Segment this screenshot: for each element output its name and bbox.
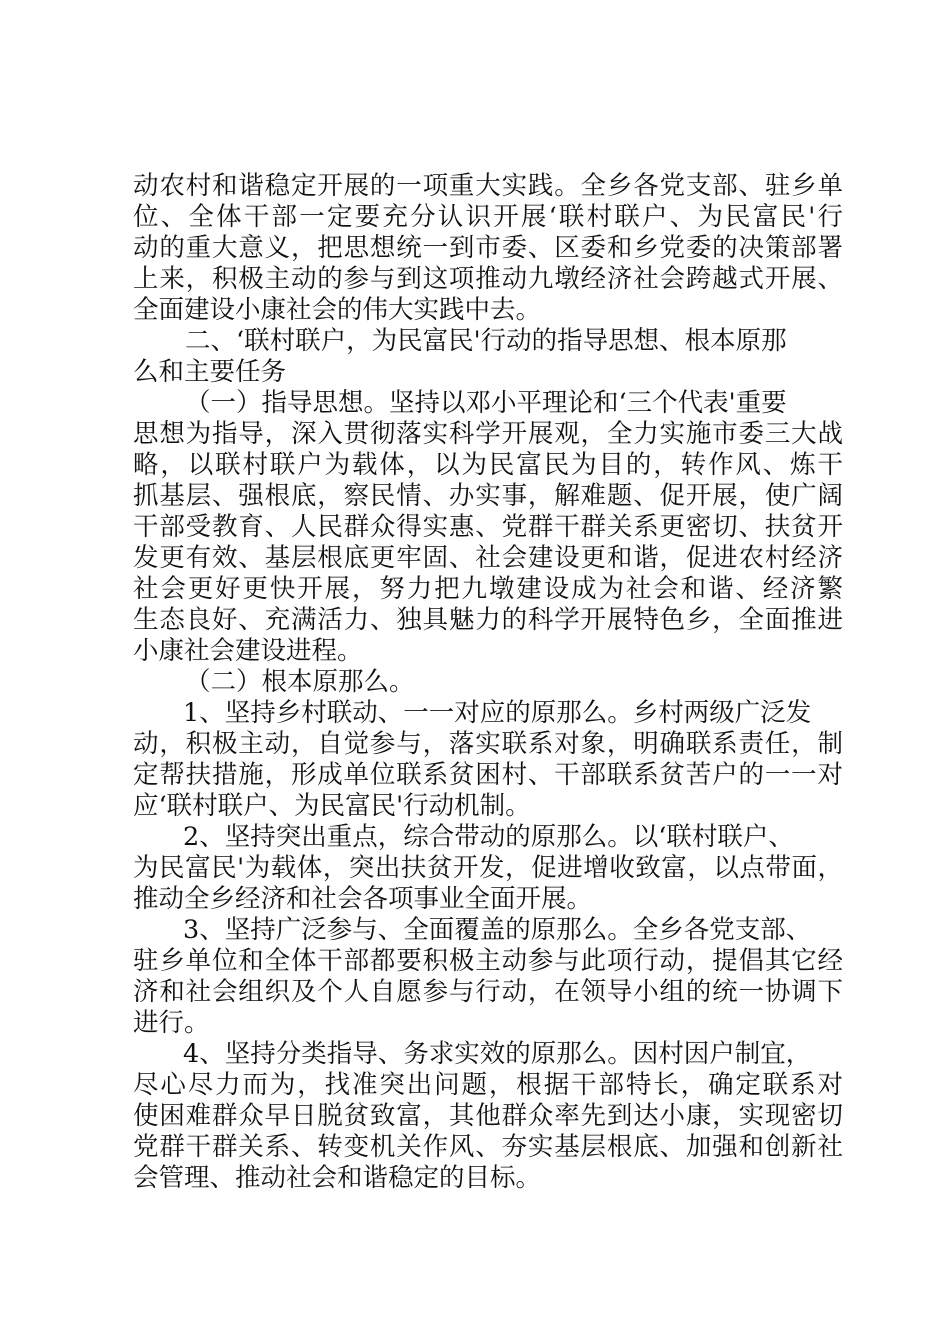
text-line: 定帮扶措施，形成单位联系贫困村、干部联系贫苦户的一一对 [133,760,843,790]
document-body [133,171,843,1194]
text-line: 抓基层、强根底，察民情、办实事，解难题、促开展，使广阔 [133,481,843,511]
text-line: 尽心尽力而为，找准突出问题，根据干部特长，确定联系对 [133,1070,843,1100]
text-line: 1、坚持乡村联动、一一对应的原那么。乡村两级广泛发 [183,698,812,728]
text-line: 进行。 [133,1008,210,1038]
text-line: 党群干群关系、转变机关作风、夯实基层根底、加强和创新社 [133,1132,843,1162]
section-heading-line: 二、‘联村联户，为民富民'行动的指导思想、根本原那 [185,326,787,356]
text-line: 位、全体干部一定要充分认识开展‘联村联户、为民富民'行 [133,202,843,232]
text-line: 3、坚持广泛参与、全面覆盖的原那么。全乡各党支部、 [183,915,812,945]
subheading-line: （二）根本原那么。 [185,667,415,697]
text-line: 上来，积极主动的参与到这项推动九墩经济社会跨越式开展、 [133,264,843,294]
text-line: 生态良好、充满活力、独具魅力的科学开展特色乡，全面推进 [133,605,843,635]
text-line: 会管理、推动社会和谐稳定的目标。 [133,1163,542,1193]
text-line: 驻乡单位和全体干部都要积极主动参与此项行动，提倡其它经 [133,946,843,976]
text-line: 小康社会建设进程。 [133,636,363,666]
text-line: 动，积极主动，自觉参与，落实联系对象，明确联系责任，制 [133,729,843,759]
text-line: 应‘联村联户、为民富民'行动机制。 [133,791,531,821]
text-line: 为民富民'为载体，突出扶贫开发，促进增收致富，以点带面， [133,853,843,883]
text-line: 全面建设小康社会的伟大实践中去。 [133,295,542,325]
text-line: 推动全乡经济和社会各项事业全面开展。 [133,884,593,914]
text-line: 使困难群众早日脱贫致富，其他群众率先到达小康，实现密切 [133,1101,843,1131]
text-line: 思想为指导，深入贯彻落实科学开展观，全力实施市委三大战 [133,419,843,449]
text-line: 动农村和谐稳定开展的一项重大实践。全乡各党支部、驻乡单 [133,171,843,201]
text-line: 略，以联村联户为载体，以为民富民为目的，转作风、炼干 [133,450,843,480]
text-line: 动的重大意义，把思想统一到市委、区委和乡党委的决策部署 [133,233,843,263]
section-heading-line: 么和主要任务 [133,357,287,387]
text-line: 济和社会组织及个人自愿参与行动，在领导小组的统一协调下 [133,977,843,1007]
subheading-line: （一）指导思想。坚持以邓小平理论和‘三个代表'重要 [185,388,787,418]
text-line: 2、坚持突出重点，综合带动的原那么。以‘联村联户、 [183,822,794,852]
text-line: 发更有效、基层根底更牢固、社会建设更和谐，促进农村经济 [133,543,843,573]
text-line: 干部受教育、人民群众得实惠、党群干群关系更密切、扶贫开 [133,512,843,542]
text-line: 4、坚持分类指导、务求实效的原那么。因村因户制宜， [183,1039,812,1069]
text-line: 社会更好更快开展，努力把九墩建设成为社会和谐、经济繁 [133,574,843,604]
